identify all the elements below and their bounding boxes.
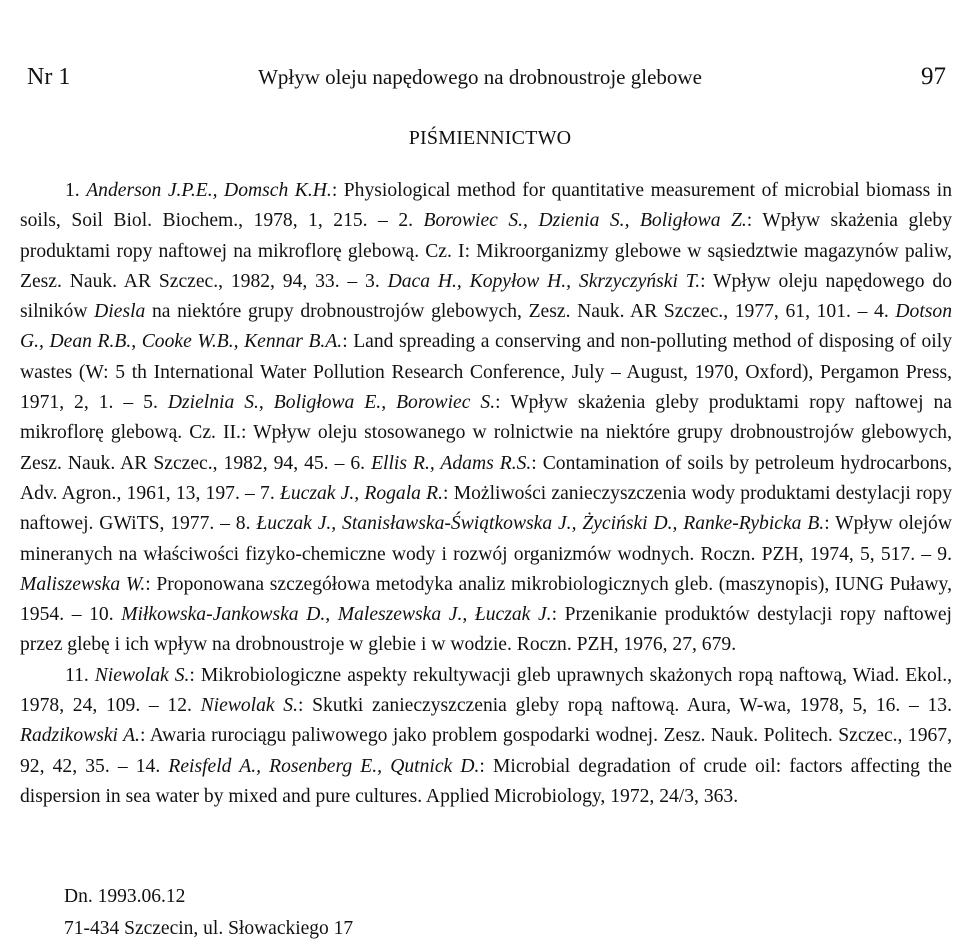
reference-text: : Możliwości zanieczyszczenia wody produktami destylacji ropy naftowej. GWiTS, 1977. – 8. — [20, 482, 952, 535]
reference-authors: Miłkowska-Jankowska D., Maleszewska J., Łuczak J. — [121, 604, 552, 626]
reference-text: : Proponowana szczegółowa metodyka analiz mikrobiologicznych gleb. (maszynopis), IUNG Puławy, 1954. – 10. — [20, 573, 952, 626]
references-list — [20, 176, 952, 812]
reference-authors: Łuczak J., Stanisławska-Świątkowska J., Życiński D., Ranke-Rybicka B. — [256, 513, 825, 535]
reference-authors: Maliszewska W. — [20, 573, 146, 595]
reference-authors: Ellis R., Adams R.S. — [371, 452, 532, 474]
reference-authors: Borowiec S., Dzienia S., Boligłowa Z. — [423, 210, 747, 232]
author-address: 71-434 Szczecin, ul. Słowackiego 17 — [64, 918, 354, 939]
references-paragraph-2 — [20, 661, 952, 812]
reference-authors: Dzielnia S., Boligłowa E., Borowiec S. — [167, 392, 496, 414]
reference-authors: Łuczak J., Rogala R. — [279, 482, 444, 504]
reference-authors: Anderson J.P.E., Domsch K.H. — [86, 180, 332, 201]
reference-authors: Reisfeld A., Rosenberg E., Qutnick D. — [168, 755, 480, 777]
reference-authors: Diesla — [94, 301, 146, 323]
author-footer — [64, 881, 353, 945]
reference-text: : Mikrobiologiczne aspekty rekultywacji gleb uprawnych skażonych ropą naftową, Wiad. Ekol., 1978, 24, 109. – 12. — [20, 664, 952, 717]
reference-authors: Dotson G., Dean R.B., Cooke W.B., Kennar B.A. — [20, 301, 952, 353]
reference-text: : Microbial degradation of crude oil: factors affecting the dispersion in sea water by mixed and pure cultures. Applied Microbiology, 1972, 24/3, 363. — [20, 755, 952, 807]
reference-text: : Land spreading a conserving and non-polluting method of disposing of oily wastes (W: 5 th International Water Pollution Research Conference, July – August, 1970, Oxford), Pergamon Press, 1971, 2, 1. – 5. — [20, 331, 952, 414]
running-title: Wpływ oleju napędowego na drobnoustroje glebowe — [258, 65, 702, 89]
references-paragraph-1 — [20, 176, 952, 661]
reference-text: : Contamination of soils by petroleum hydrocarbons, Adv. Agron., 1961, 13, 197. – 7. — [20, 452, 953, 504]
reference-text: : Skutki zanieczyszczenia gleby ropą naftową. Aura, W-wa, 1978, 5, 16. – 13. — [298, 695, 953, 717]
reference-text: 1. — [65, 180, 87, 201]
reference-text: na niektóre grupy drobnoustrojów glebowych, Zesz. Nauk. AR Szczec., 1977, 61, 101. – 4. — [145, 301, 896, 323]
reference-text: : Wpływ oleju napędowego do silników — [20, 270, 952, 323]
reference-authors: Niewolak S. — [200, 695, 299, 717]
reference-text: : Przenikanie produktów destylacji ropy naftowej przez glebę i ich wpływ na drobnoustroje w glebie i w wodzie. Roczn. PZH, 1976, 27, 679. — [20, 604, 952, 656]
issue-number: Nr 1 — [27, 64, 71, 90]
page-number: 97 — [921, 63, 946, 90]
reference-authors: Daca H., Kopyłow H., Skrzyczyński T. — [387, 270, 701, 292]
section-title: PIŚMIENNICTWO — [408, 127, 572, 149]
reference-authors: Niewolak S. — [94, 664, 190, 686]
reference-text: : Wpływ skażenia gleby produktami ropy naftowej na mikroflorę glebową. Cz. II.: Wpływ oleju stosowanego w rolnictwie na niektóre grupy drobnoustrojów glebowych, Zesz. Nauk. AR Szczec., 1982, 94, 45. – 6. — [20, 392, 952, 474]
received-date: Dn. 1993.06.12 — [64, 886, 186, 907]
reference-text: : Physiological method for quantitative measurement of microbial biomass in soils, Soil Biol. Biochem., 1978, 1, 215. – 2. — [20, 180, 953, 232]
reference-text: 11. — [65, 664, 95, 686]
reference-text: : Awaria rurociągu paliwowego jako problem gospodarki wodnej. Zesz. Nauk. Politech. Szczec., 1967, 92, 42, 35. – 14. — [20, 725, 952, 777]
reference-authors: Radzikowski A. — [20, 725, 140, 747]
reference-text: : Wpływ olejów mineranych na właściwości fizyko-chemiczne wody i rozwój organizmów wodnych. Roczn. PZH, 1974, 5, 517. – 9. — [20, 513, 952, 565]
reference-text: : Wpływ skażenia gleby produktami ropy naftowej na mikroflorę glebową. Cz. I: Mikroorganizmy glebowe w sąsiedztwie magazynów paliw, Zesz. Nauk. AR Szczec., 1982, 94, 33. – 3. — [20, 210, 952, 292]
